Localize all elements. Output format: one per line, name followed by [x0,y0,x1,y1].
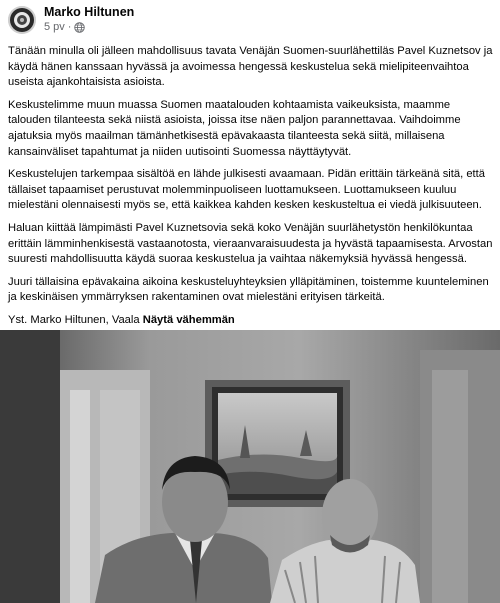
post-signature-line [8,313,494,329]
author-name[interactable]: Marko Hiltunen [44,5,135,19]
meta-separator: · [67,21,72,33]
post-paragraph: Keskustelujen tarkempaa sisältöä en lähde julkisesti avaamaan. Pidän erittäin tärkeänä sitä, että tällaiset tapaamiset perustuvat molemminpuoliseen luottamukseen. Luottamukseen kuuluu mielestäni olennaisesti myös se, että kaikkea kahden kesken keskusteltua ei viedä julkisuuteen. [8,168,485,212]
photo-illustration [0,330,500,603]
post-text [8,44,494,336]
post-time[interactable]: 5 pv [44,21,65,33]
post-paragraph: Juuri tällaisina epävakaina aikoina keskusteluyhteyksien ylläpitäminen, toistemme kuunteleminen ja keskinäisen ymmärryksen rakentaminen ovat mielestäni erityisen tärkeitä. [8,275,489,304]
post-photo[interactable] [0,330,500,603]
post-paragraph: Keskustelimme muun muassa Suomen maatalouden kohtaamista vaikeuksista, maamme talouden tilanteesta sekä niistä asioista, joissa itse näen paljon parannettavaa. Vaihdoimme ajatuksia myös maailman tämänhetkisestä epävakaasta tilanteesta sekä siitä, millaisena kansainväliset tapahtumat ja niiden uutisointi Suomessa näyttäytyvät. [8,98,461,158]
globe-icon[interactable] [74,22,85,33]
avatar[interactable] [8,6,36,34]
post-paragraph: Haluan kiittää lämpimästi Pavel Kuznetsovia sekä koko Venäjän suurlähetystön henkilökuntaa erittäin lämminhenkisestä vastaanotosta, vieraanvaraisuudesta ja hyvästä tapaamisesta. Arvostan suuresti mahdollisuutta käydä suoraa keskustelua ja vaihtaa näkemyksiä hyvässä hengessä. [8,221,493,266]
post-header [0,0,500,40]
post-paragraph: Tänään minulla oli jälleen mahdollisuus tavata Venäjän Suomen-suurlähettiläs Pavel Kuznetsov ja käydä hänen kanssaan hyvässä ja avoimessa hengessä keskustelua sekä mielipiteenvaihtoa useista ajankohtaisista asioista. [8,45,493,89]
avatar-image [8,6,36,34]
post-signature: Yst. Marko Hiltunen, Vaala [8,313,140,326]
post-meta [44,21,85,33]
see-less-link[interactable]: Näytä vähemmän [142,313,235,326]
